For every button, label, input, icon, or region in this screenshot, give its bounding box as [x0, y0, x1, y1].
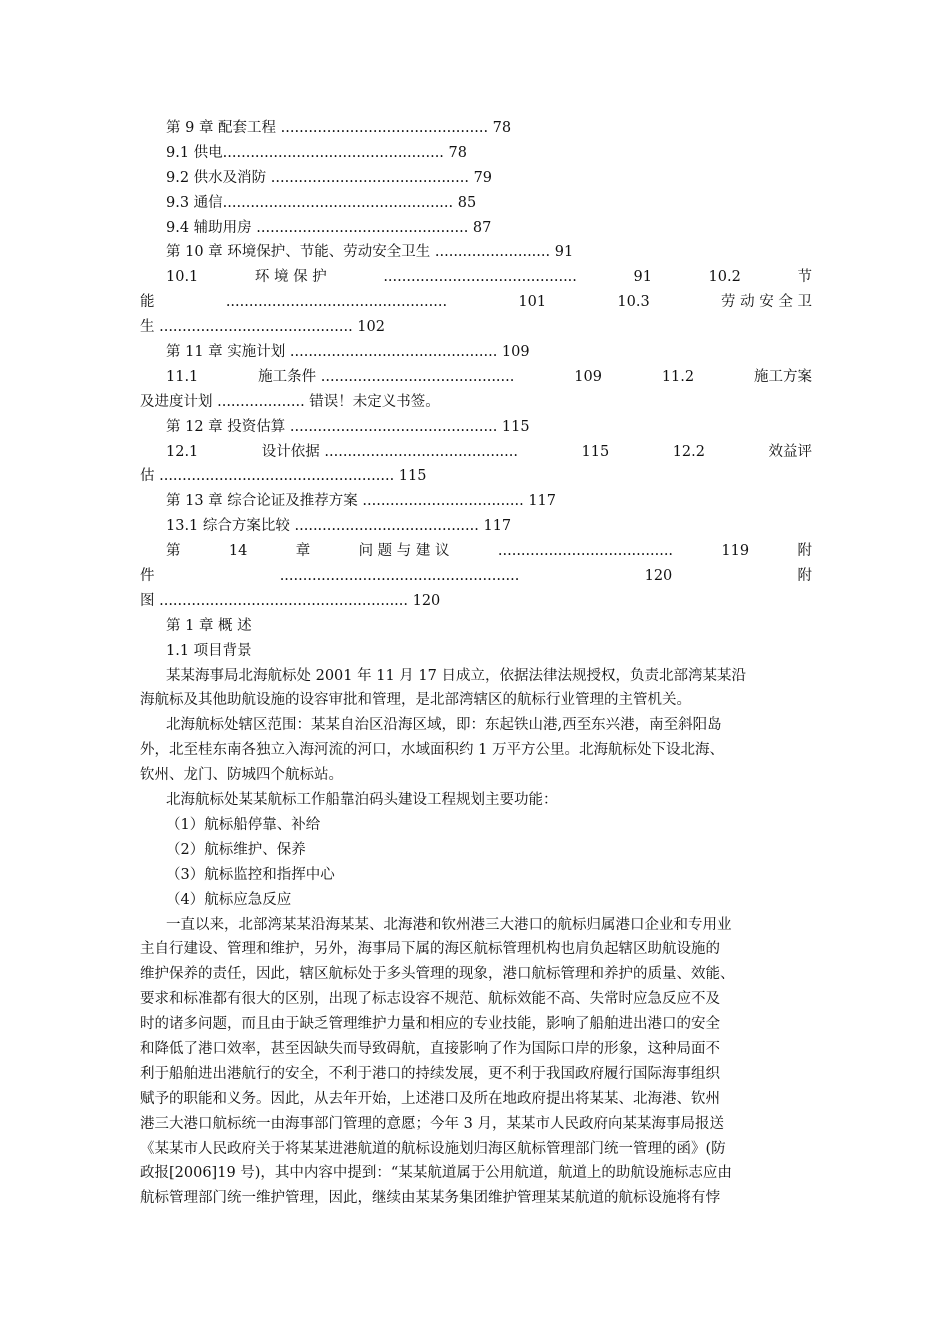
toc-line-segment: 11.2 [661, 368, 695, 385]
toc-line: 及进度计划 ................... 错误！未定义书签。 [140, 393, 440, 410]
paragraph-line: 钦州、龙门、防城四个航标站。 [140, 767, 343, 784]
toc-line-segment: 附 [797, 543, 812, 560]
toc-line: 第 9 章 配套工程 ............................................. 78 [166, 120, 512, 136]
paragraph-line: 时的诸多问题，而且由于缺乏管理维护力量和相应的专业技能，影响了船舶进出港口的安全 [140, 1016, 720, 1033]
toc-line-segment: 115 [581, 443, 610, 460]
toc-line-segment: 劳 动 安 全 卫 [721, 294, 812, 311]
paragraph-line: 利于船舶进出港航行的安全，不利于港口的持续发展，更不利于我国政府履行国际海事组织 [140, 1065, 720, 1082]
toc-line: 估 ................................................... 115 [140, 468, 427, 485]
toc-line-segment: 10.1 [166, 269, 199, 286]
toc-line-segment: 设计依据 .......................................... [261, 443, 518, 460]
toc-line: 第 12 章 投资估算 ............................................. 115 [166, 418, 530, 435]
toc-line [140, 564, 812, 589]
chapter-title: 第 1 章 概 述 [166, 617, 252, 634]
section-title: 1.1 项目背景 [166, 642, 252, 659]
toc-line [140, 539, 812, 564]
paragraph-line: （4）航标应急反应 [166, 891, 292, 908]
paragraph-line: 海航标及其他助航设施的设容审批和管理，是北部湾辖区的航标行业管理的主管机关。 [140, 692, 691, 709]
toc-line-segment: .................................................... [279, 568, 520, 585]
paragraph-line: 北海航标处辖区范围：某某自治区沿海区域，即：东起铁山港,西至东兴港，南至斜阳岛 [166, 717, 722, 734]
paragraph-line: 赋予的职能和义务。因此，从去年开始，上述港口及所在地政府提出将某某、北海港、钦州 [140, 1090, 720, 1107]
toc-line-segment: 附 [797, 568, 812, 585]
toc-line-segment: 10.3 [617, 294, 650, 311]
paragraph-line: 要求和标准都有很大的区别，出现了标志设容不规范、航标效能不高、失常时应急反应不及 [140, 991, 720, 1008]
toc-line-segment: 91 [633, 269, 652, 286]
document-page [140, 116, 812, 1211]
paragraph-line: 北海航标处某某航标工作船靠泊码头建设工程规划主要功能： [166, 792, 558, 809]
toc-line-segment: 施工方案 [753, 368, 812, 385]
toc-line-segment: 101 [518, 294, 547, 311]
toc-line-segment: ...................................... [497, 543, 674, 560]
toc-line [140, 290, 812, 315]
toc-line: 第 11 章 实施计划 ............................................. 109 [166, 344, 530, 361]
paragraph-line: 主自行建设、管理和维护，另外，海事局下属的海区航标管理机构也肩负起辖区助航设施的 [140, 941, 720, 958]
toc-line-segment: 问 题 与 建 议 [358, 543, 450, 560]
toc-line [140, 365, 812, 390]
toc-line-segment: 章 [295, 543, 311, 560]
toc-line: 图 ...................................................... 120 [140, 592, 441, 609]
toc-line: 生 .......................................... 102 [140, 319, 385, 336]
toc-line-segment: 120 [644, 568, 673, 585]
paragraph-line: 和降低了港口效率，甚至因缺失而导致碍航，直接影响了作为国际口岸的形象，这种局面不 [140, 1040, 720, 1057]
toc-line-segment: 12.1 [166, 443, 199, 460]
paragraph-line: 维护保养的责任，因此，辖区航标处于多头管理的现象，港口航标管理和养护的质量、效能、 [140, 966, 735, 983]
toc-line-segment: 12.2 [672, 443, 705, 460]
toc-line-segment: .......................................... [383, 269, 577, 286]
toc-line: 9.4 辅助用房 .............................................. 87 [166, 219, 492, 236]
paragraph-line: 港三大港口航标统一由海事部门管理的意愿；今年 3 月，某某市人民政府向某某海事局报送 [140, 1115, 724, 1132]
toc-line-segment: 节 [797, 269, 812, 286]
paragraph-line: 政报[2006]19 号)，其中内容中提到：“某某航道属于公用航道，航道上的助航设施标志应由 [140, 1165, 732, 1182]
toc-line-segment: 10.2 [708, 269, 741, 286]
toc-line-segment: ................................................ [225, 294, 448, 311]
paragraph-line: 一直以来，北部湾某某沿海某某、北海港和钦州港三大港口的航标归属港口企业和专用业 [166, 916, 732, 933]
paragraph-line: （3）航标监控和指挥中心 [166, 866, 335, 883]
toc-line: 第 13 章 综合论证及推荐方案 ................................... 117 [166, 493, 556, 510]
toc-line: 9.1 供电................................................ 78 [166, 144, 467, 161]
toc-line-segment: 第 [166, 543, 181, 560]
paragraph-line: （1）航标船停靠、补给 [166, 816, 321, 833]
body-text [140, 664, 812, 1212]
toc-line: 9.2 供水及消防 ........................................... 79 [166, 169, 493, 186]
toc-line: 9.3 通信.................................................. 85 [166, 194, 477, 211]
toc-line: 13.1 综合方案比较 ........................................ 117 [166, 518, 512, 535]
toc-line: 第 10 章 环境保护、节能、劳动安全卫生 ......................... 91 [166, 244, 574, 261]
table-of-contents [140, 116, 812, 614]
paragraph-line: 《某某市人民政府关于将某某进港航道的航标设施划归海区航标管理部门统一管理的函》(防 [140, 1140, 726, 1157]
paragraph-line: （2）航标维护、保养 [166, 841, 306, 858]
paragraph-line: 外，北至桂东南各独立入海河流的河口，水域面积约 1 万平方公里。北海航标处下设北海、 [140, 742, 724, 759]
toc-line-segment: 能 [140, 294, 155, 311]
toc-line-segment: 施工条件 .......................................... [258, 368, 515, 385]
toc-line-segment: 件 [140, 568, 155, 585]
paragraph-line: 航标管理部门统一维护管理，因此，继续由某某务集团维护管理某某航道的航标设施将有悖 [140, 1190, 720, 1207]
paragraph-line: 某某海事局北海航标处 2001 年 11 月 17 日成立，依据法律法规授权，负责北部湾某某沿 [166, 667, 746, 684]
toc-line [140, 265, 812, 290]
toc-line-segment: 环 境 保 护 [254, 269, 327, 286]
toc-line-segment: 11.1 [166, 368, 199, 385]
toc-line-segment: 109 [574, 368, 602, 385]
toc-line-segment: 14 [228, 543, 248, 560]
toc-line-segment: 119 [721, 543, 750, 560]
toc-line [140, 440, 812, 465]
toc-line-segment: 效益评 [768, 443, 812, 460]
